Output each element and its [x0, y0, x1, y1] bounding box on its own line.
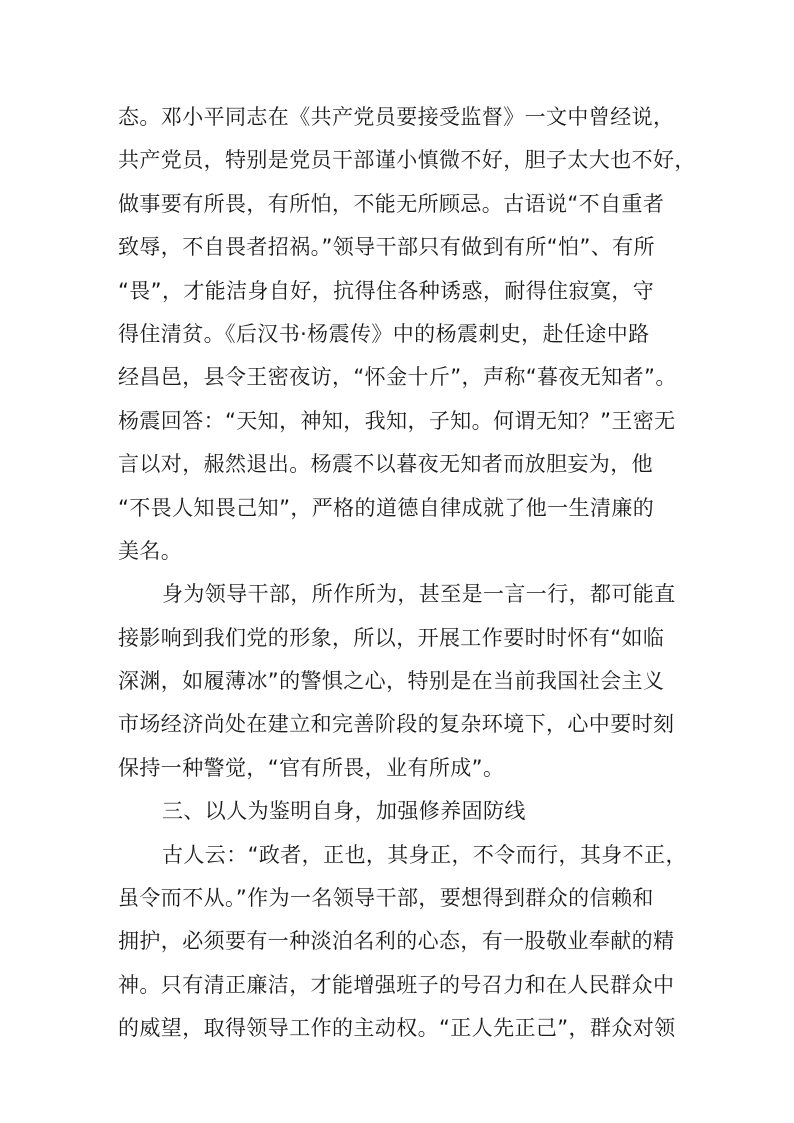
text-line: 深渊，如履薄冰”的警惧之心，特别是在当前我国社会主义 — [118, 669, 665, 694]
paragraph-first-line: 身为领导干部，所作所为，甚至是一言一行，都可能直 — [162, 582, 676, 607]
text-line: 拥护，必须要有一种淡泊名利的心态，有一股敬业奉献的精 — [118, 929, 675, 954]
text-line: 神。只有清正廉洁，才能增强班子的号召力和在人民群众中 — [118, 972, 675, 997]
text-line: “畏”，才能洁身自好，抗得住各种诱惑，耐得住寂寞，守 — [118, 278, 655, 303]
text-line: 言以对，赧然退出。杨震不以暮夜无知者而放胆妄为，他 — [118, 452, 653, 477]
text-line: 市场经济尚处在建立和完善阶段的复杂环境下，心中要时刻 — [118, 712, 675, 737]
text-line: 的威望，取得领导工作的主动权。“正人先正己”，群众对领 — [118, 1016, 676, 1041]
text-line: 杨震回答：“天知，神知，我知，子知。何谓无知？”王密无 — [118, 408, 676, 433]
text-line: 接影响到我们党的形象，所以，开展工作要时时怀有“如临 — [118, 625, 665, 650]
text-line: “不畏人知畏己知”，严格的道德自律成就了他一生清廉的 — [118, 495, 655, 520]
text-line: 致辱，不自畏者招祸。”领导干部只有做到有所“怕”、有所 — [118, 235, 655, 260]
document-body — [118, 96, 698, 1051]
text-line: 经昌邑，县令王密夜访，“怀金十斤”，声称“暮夜无知者”。 — [118, 365, 677, 390]
paragraph-first-line: 古人云：“政者，正也，其身正，不令而行，其身不正， — [162, 842, 687, 867]
text-line: 美名。 — [118, 538, 183, 563]
text-line: 共产党员，特别是党员干部谨小慎微不好，胆子太大也不好， — [118, 148, 696, 173]
paragraph-first-line: 三、以人为鉴明自身，加强修养固防线 — [162, 799, 526, 824]
text-line: 态。邓小平同志在《共产党员要接受监督》一文中曾经说， — [118, 105, 675, 129]
text-line: 做事要有所畏，有所怕，不能无所顾忌。古语说“不自重者 — [118, 191, 665, 216]
text-line: 保持一种警觉，“官有所畏，业有所成”。 — [118, 755, 505, 780]
text-line: 虽令而不从。”作为一名领导干部，要想得到群众的信赖和 — [118, 886, 654, 911]
text-line: 得住清贫。《后汉书·杨震传》中的杨震刺史，赴任途中路 — [118, 321, 650, 346]
